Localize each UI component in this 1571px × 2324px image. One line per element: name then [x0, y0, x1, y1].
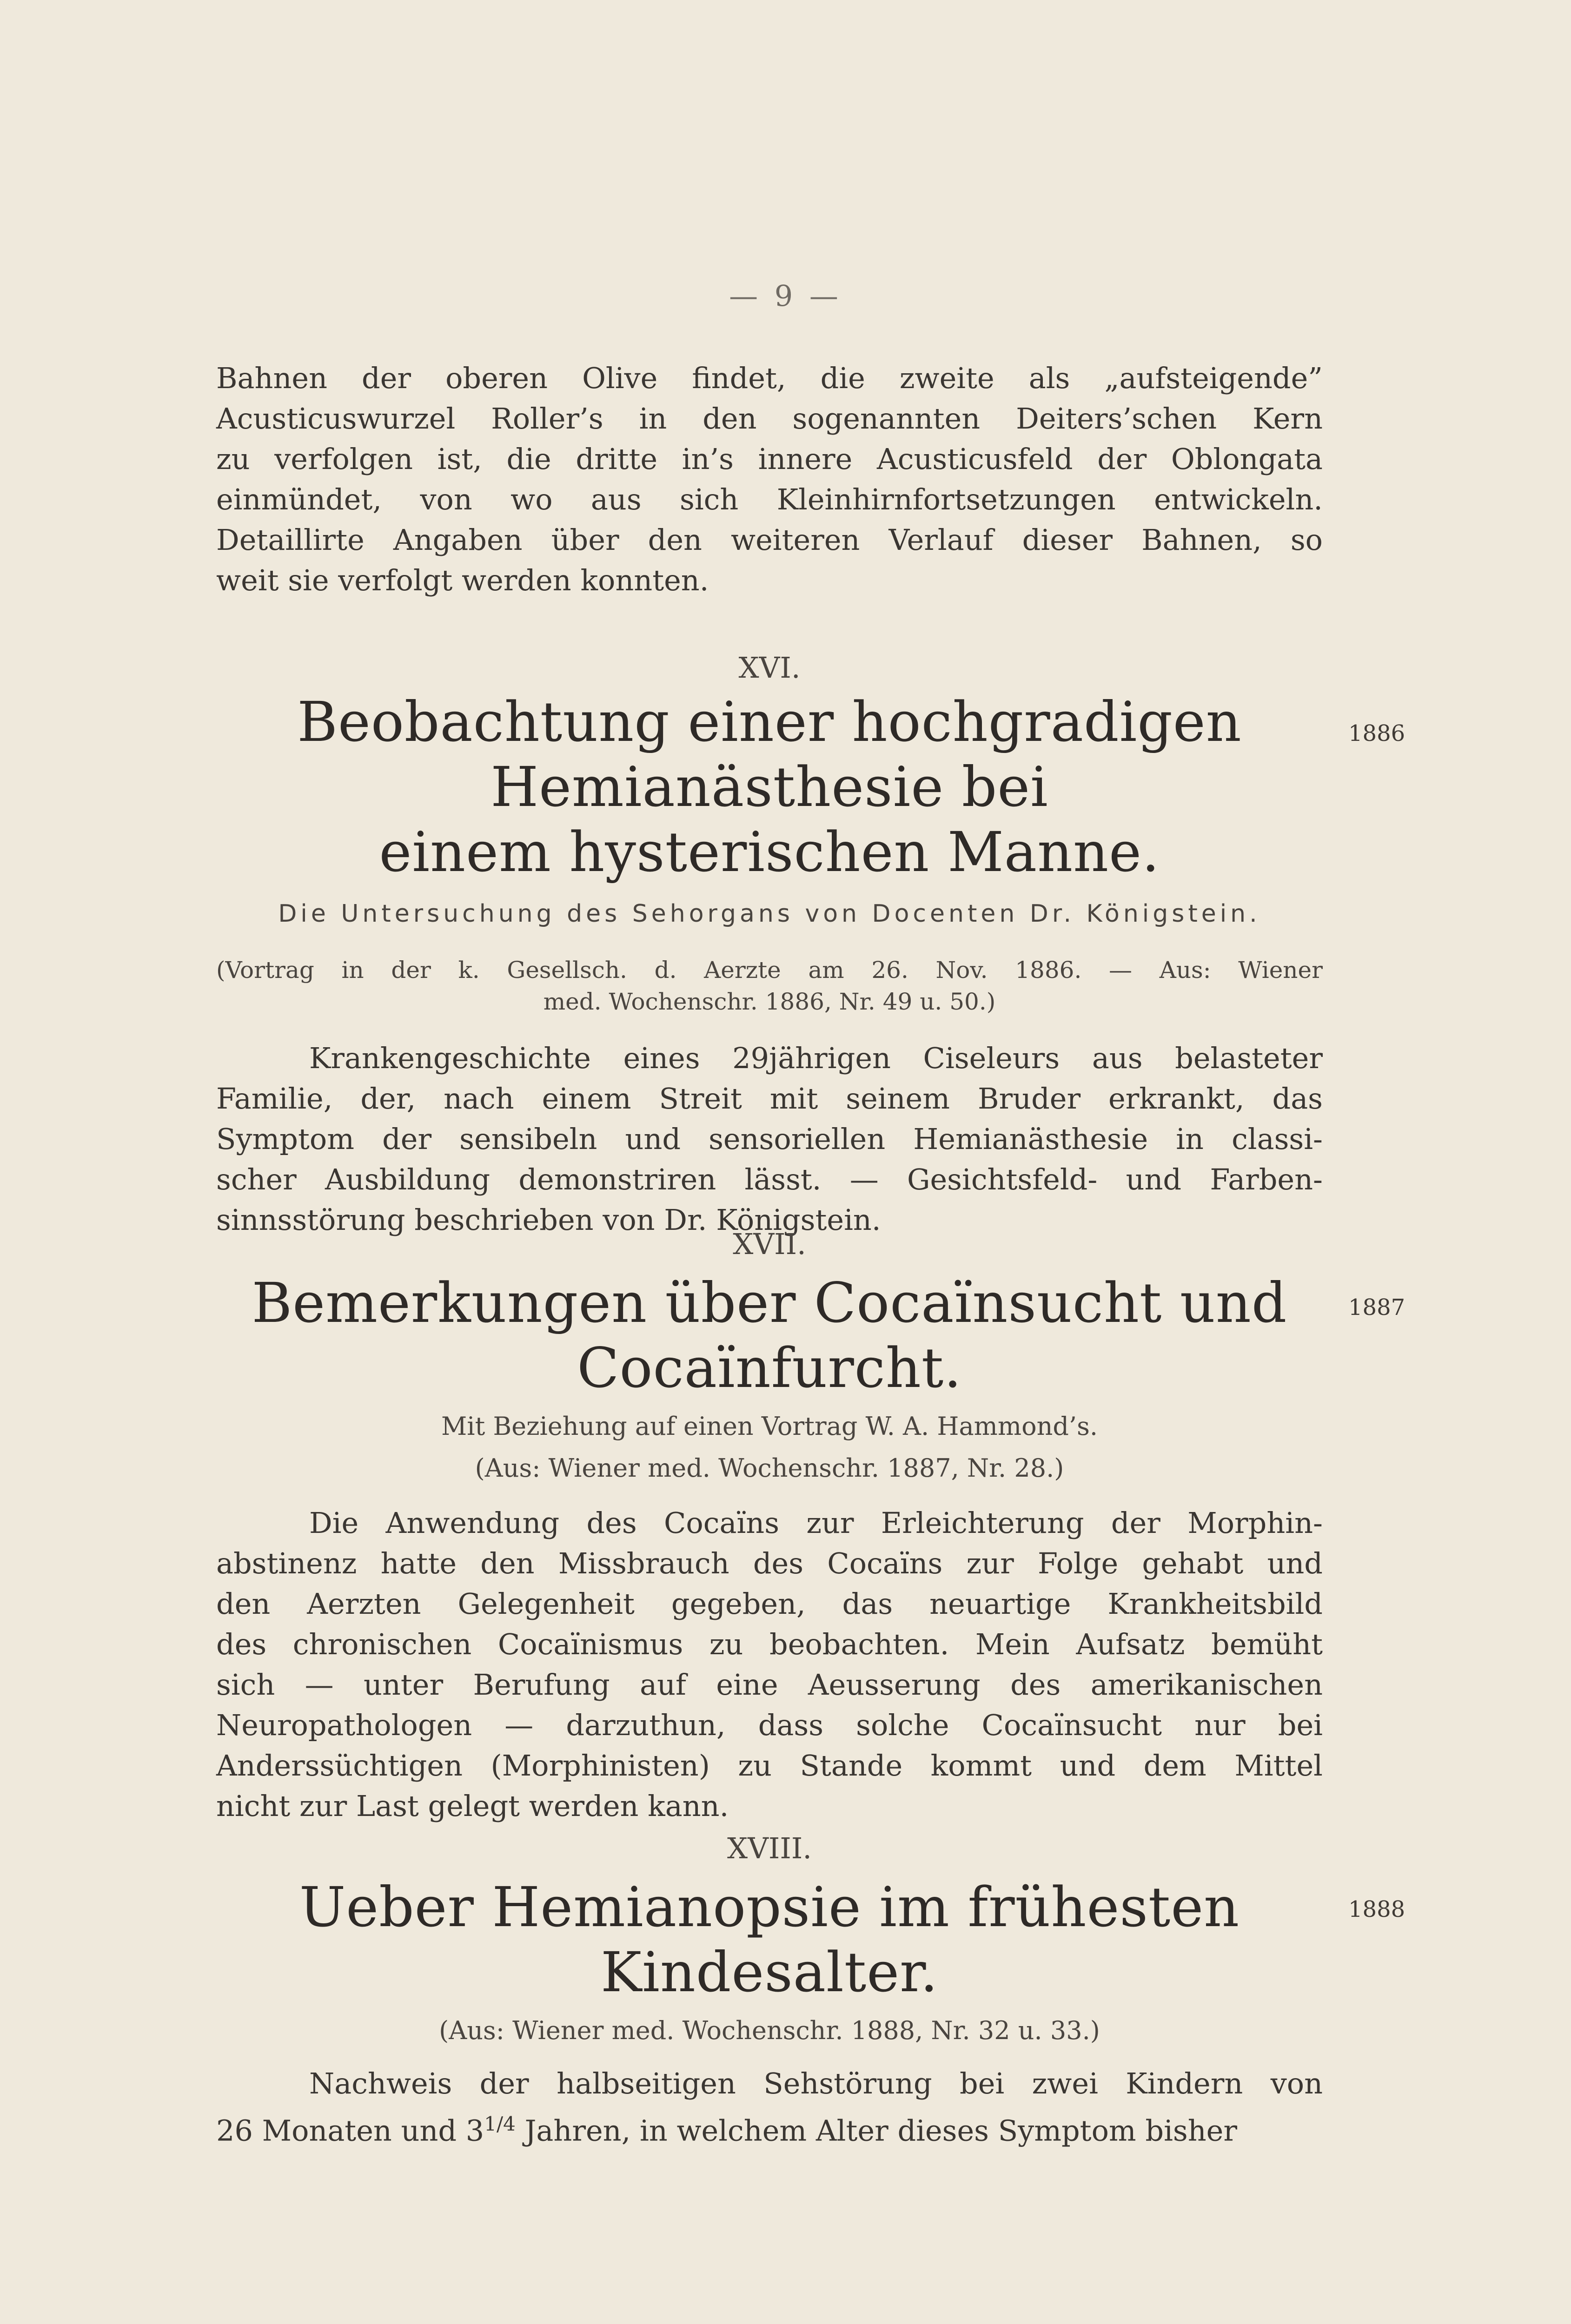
text-line: abstinenz hatte den Missbrauch des Cocaïns zur Folge gehabt und [216, 1546, 1323, 1580]
text-line: den Aerzten Gelegenheit gegeben, das neuartige Krankheitsbild [216, 1587, 1323, 1621]
text-line: weit sie verfolgt werden konnten. [216, 563, 709, 597]
section-title: Bemerkungen über Cocaïnsucht und Cocaïnfurcht. [252, 1271, 1287, 1400]
section-xviii [216, 1831, 1323, 2151]
text-line: Bahnen der oberen Olive findet, die zweite als „aufsteigende” [216, 361, 1323, 395]
year-marginal: 1886 [1348, 720, 1405, 746]
text-line: nicht zur Last gelegt werden kann. [216, 1789, 729, 1823]
section-subtitle: Mit Beziehung auf einen Vortrag W. A. Hammond’s. [441, 1412, 1098, 1441]
intro-paragraph [216, 358, 1323, 601]
text-line: des chronischen Cocaïnismus zu beobachten. Mein Aufsatz bemüht [216, 1627, 1323, 1661]
year-marginal: 1888 [1348, 1896, 1405, 1922]
section-body [216, 1038, 1323, 1240]
section-numeral: XVII. [733, 1227, 806, 1261]
text-line: Nachweis der halbseitigen Sehstörung bei zwei Kindern von [309, 2067, 1323, 2100]
section-numeral: XVIII. [727, 1831, 812, 1865]
text-line: Anderssüchtigen (Morphinisten) zu Stande kommt und dem Mittel [216, 1749, 1323, 1783]
page-number: — 9 — [729, 279, 842, 313]
text-fragment: Jahren, in welchem Alter dieses Symptom bisher [515, 2113, 1238, 2148]
section-title: Ueber Hemianopsie im frühesten Kindesalter. [299, 1875, 1240, 2004]
text-line [216, 2104, 1323, 2151]
text-line: zu verfolgen ist, die dritte in’s innere Acusticusfeld der Oblongata [216, 442, 1323, 476]
section-body [216, 2063, 1323, 2151]
text-line: Krankengeschichte eines 29jährigen Ciseleurs aus belasteter [309, 1041, 1323, 1075]
text-line: Acusticuswurzel Roller’s in den sogenannten Deiters’schen Kern [216, 402, 1323, 436]
text-line: Symptom der sensibeln und sensoriellen Hemianästhesie in classi- [216, 1122, 1323, 1156]
fraction: 1/4 [484, 2113, 516, 2135]
year-marginal: 1887 [1348, 1294, 1405, 1320]
text-line: Die Anwendung des Cocaïns zur Erleichterung der Morphin- [309, 1506, 1323, 1540]
text-fragment: 26 Monaten und 3 [216, 2113, 484, 2148]
section-xvii [216, 1227, 1323, 1826]
section-source: (Aus: Wiener med. Wochenschr. 1888, Nr. 32 u. 33.) [439, 2016, 1100, 2045]
section-note-line2: med. Wochenschr. 1886, Nr. 49 u. 50.) [543, 988, 996, 1015]
section-title-line2: einem hysterischen Manne. [379, 820, 1160, 884]
section-source: (Aus: Wiener med. Wochenschr. 1887, Nr. 28.) [475, 1453, 1064, 1483]
text-line: einmündet, von wo aus sich Kleinhirnfortsetzungen entwickeln. [216, 482, 1323, 516]
section-body [216, 1503, 1323, 1826]
section-title-line1: Beobachtung einer hochgradigen Hemianästhesie bei [297, 690, 1242, 819]
section-subtitle: Die Untersuchung des Sehorgans von Docenten Dr. Königstein. [278, 900, 1261, 928]
text-line: Neuropathologen — darzuthun, dass solche Cocaïnsucht nur bei [216, 1708, 1323, 1742]
text-line: Detaillirte Angaben über den weiteren Verlauf dieser Bahnen, so [216, 523, 1323, 557]
section-note-line1: (Vortrag in der k. Gesellsch. d. Aerzte am 26. Nov. 1886. — Aus: Wiener [216, 957, 1323, 984]
text-line: Familie, der, nach einem Streit mit seinem Bruder erkrankt, das [216, 1082, 1323, 1116]
text-line: sinnsstörung beschrieben von Dr. Königstein. [216, 1203, 881, 1237]
text-line: sich — unter Berufung auf eine Aeusserung des amerikanischen [216, 1668, 1323, 1702]
section-numeral: XVI. [738, 651, 801, 685]
section-xvi [216, 651, 1323, 1240]
text-line: scher Ausbildung demonstriren lässt. — Gesichtsfeld- und Farben- [216, 1162, 1323, 1196]
